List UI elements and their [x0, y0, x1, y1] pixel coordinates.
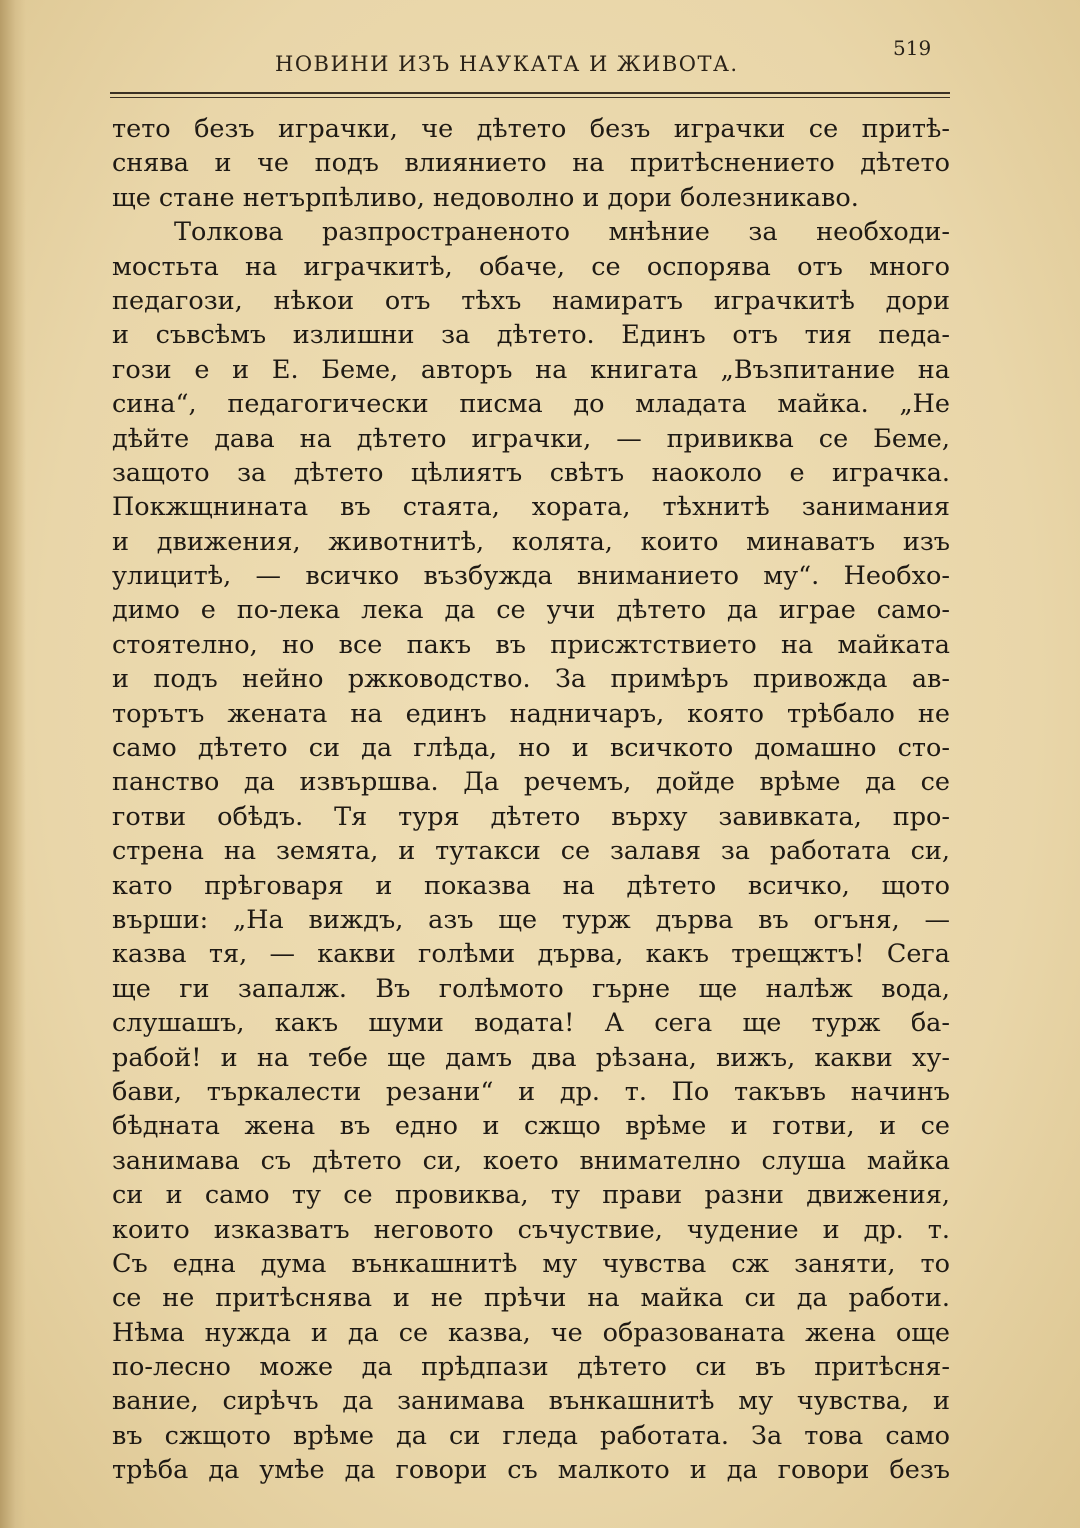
text-line: върши: „На виждъ, азъ ще турж дърва въ огъня, —	[112, 904, 950, 935]
text-line: и подъ нейно ржководство. За примѣръ привожда ав-	[112, 664, 950, 695]
text-line: защото за дѣтето цѣлиятъ свѣтъ наоколо е играчка.	[112, 457, 950, 488]
text-line: въ сжщото врѣме да си глeда работата. За това само	[112, 1420, 950, 1451]
text-line: по-лесно може да прѣдпази дѣтето си въ притѣсня-	[112, 1352, 950, 1383]
text-line: бави, търкалести резани“ и др. т. По такъвъ начинъ	[112, 1076, 950, 1107]
text-line: улицитѣ, — всичко възбужда вниманието му“. Необхо-	[112, 561, 950, 592]
text-line: казва тя, — какви голѣми дърва, какъ трещжтъ! Сега	[112, 939, 950, 970]
text-line: димо е по-лека лека да се учи дѣтето да играе само-	[112, 595, 950, 626]
text-line: се не притѣснява и не прѣчи на майка си да работи.	[112, 1283, 950, 1314]
page-number: 519	[893, 36, 932, 60]
text-line: гози е и Е. Беме, авторъ на книгата „Възпитание на	[112, 354, 950, 385]
text-line: снява и че подъ влиянието на притѣснението дѣтето	[112, 148, 950, 179]
text-line: ще ги запалж. Въ голѣмото гърне ще налѣж вода,	[112, 973, 950, 1004]
text-line: само дѣтето си да глѣда, но и всичкото домашно сто-	[112, 733, 950, 764]
text-line: рабой! и на тебе ще дамъ два рѣзана, вижъ, какви ху-	[112, 1042, 950, 1073]
text-line: Толкова разпространеното мнѣние за необходи-	[174, 217, 950, 248]
text-line: слушашъ, какъ шуми водата! А сега ще турж ба-	[112, 1008, 950, 1039]
text-line: мостьта на играчкитѣ, обаче, се оспорява отъ много	[112, 251, 950, 282]
text-line: торътъ жената на единъ надничаръ, която трѣбало не	[112, 698, 950, 729]
text-line: си и само ту се провиква, ту прави разни движения,	[112, 1180, 950, 1211]
text-line: като прѣговаря и показва на дѣтето всичко, щото	[112, 870, 950, 901]
header-rule	[110, 92, 950, 94]
text-line: педагози, нѣкои отъ тѣхъ намиратъ играчкитѣ дори	[112, 285, 950, 316]
text-line: които изказватъ неговото съчуствие, чудение и др. т.	[112, 1214, 950, 1245]
text-line: занимава съ дѣтето си, което внимателно слуша майка	[112, 1145, 950, 1176]
text-line: дѣйте дава на дѣтето играчки, — привиква се Беме,	[112, 423, 950, 454]
text-line: стоятелно, но все пакъ въ присжтствието на майката	[112, 629, 950, 660]
text-line: стрена на земята, и тутакси се залавя за работата си,	[112, 836, 950, 867]
text-line: тето безъ играчки, че дѣтето безъ играчки се притѣ-	[112, 114, 950, 144]
text-line: вание, сирѣчъ да занимава вънкашнитѣ му чувства, и	[112, 1386, 950, 1417]
text-line: Покжщнината въ стаята, хората, тѣхнитѣ занимания	[112, 492, 950, 523]
text-line: Нѣма нужда и да се казва, че образованата жена още	[112, 1317, 950, 1348]
running-head	[110, 30, 940, 90]
header-rule-thin	[110, 97, 950, 98]
text-line: ще стане нетърпѣливо, недоволно и дори болезникаво.	[112, 182, 859, 213]
text-line: бѣдната жена въ едно и сжщо врѣме и готви, и се	[112, 1111, 950, 1142]
text-line: сина“, педагогически писма до младата майка. „Не	[112, 389, 950, 420]
text-line: и съвсѣмъ излишни за дѣтето. Единъ отъ тия педа-	[112, 320, 950, 351]
text-line: трѣба да умѣе да говори съ малкото и да говори безъ	[112, 1455, 950, 1486]
body-text	[112, 112, 950, 1488]
text-line: панство да извършва. Да речемъ, дойде врѣме да се	[112, 767, 950, 798]
running-title: НОВИНИ ИЗЪ НАУКАТА И ЖИВОТА.	[275, 52, 739, 76]
text-line: Съ една дума вънкашнитѣ му чувства сж заняти, то	[112, 1248, 950, 1279]
text-line: и движения, животнитѣ, колята, които минаватъ изъ	[112, 526, 950, 557]
binding-shadow	[0, 0, 26, 1528]
text-line: готви обѣдъ. Тя туря дѣтето върху завивката, про-	[112, 801, 950, 832]
